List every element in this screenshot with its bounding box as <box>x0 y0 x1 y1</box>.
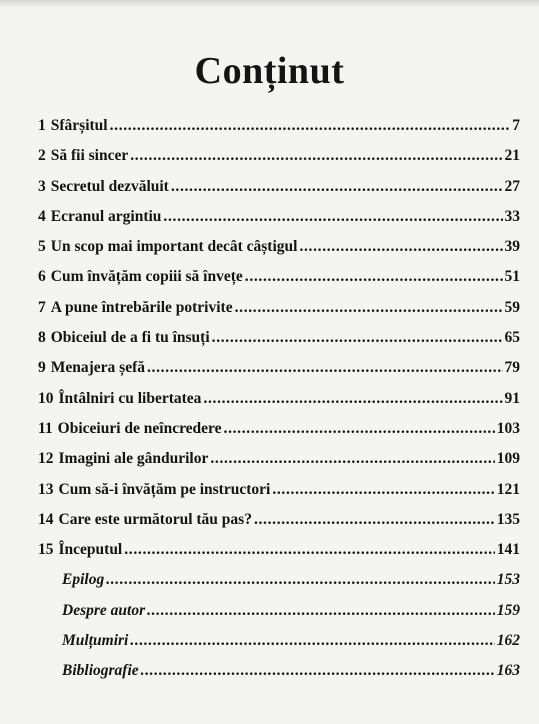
toc-extra-entry <box>38 602 520 632</box>
page-number: 79 <box>504 359 520 377</box>
chapter-title: Care este următorul tău pas? <box>58 510 252 528</box>
toc-entry <box>38 117 520 147</box>
page-number: 153 <box>496 571 520 589</box>
chapter-number: 5 <box>38 238 46 256</box>
chapter-title: Începutul <box>58 541 123 559</box>
chapter-number: 15 <box>38 541 54 559</box>
page-number: 109 <box>496 450 520 468</box>
page-number: 7 <box>512 117 520 134</box>
toc-entry <box>38 329 520 359</box>
section-title: Epilog <box>62 571 105 589</box>
page-number: 141 <box>496 541 520 559</box>
toc-entry <box>38 420 520 450</box>
chapter-title: Imagini ale gândurilor <box>58 450 209 468</box>
page-number: 135 <box>496 510 520 528</box>
dot-leader <box>212 329 503 347</box>
chapter-title: Cum învățăm copiii să învețe <box>50 268 243 286</box>
chapter-title: Menajera șefă <box>50 359 145 377</box>
dot-leader <box>110 117 511 135</box>
page-number: 159 <box>496 601 520 619</box>
toc-entry <box>38 359 520 389</box>
page-number: 91 <box>504 389 520 407</box>
chapter-title: A pune întrebările potrivite <box>50 298 233 316</box>
page-number: 27 <box>504 177 520 195</box>
page-number: 162 <box>496 632 520 650</box>
toc-entry <box>38 268 520 298</box>
chapter-title: Sfârșitul <box>50 117 108 134</box>
chapter-title: Întâlniri cu libertatea <box>58 389 202 407</box>
chapter-title: Ecranul argintiu <box>50 207 162 225</box>
page-number: 39 <box>504 238 520 256</box>
chapter-number: 6 <box>38 268 46 286</box>
section-title: Bibliografie <box>62 662 139 680</box>
toc-entry <box>38 450 520 480</box>
dot-leader <box>203 390 502 408</box>
toc-entry <box>38 299 520 329</box>
chapter-number: 12 <box>38 450 54 468</box>
page-number: 163 <box>496 662 520 680</box>
toc-entry <box>38 481 520 511</box>
toc-extra-entry <box>38 632 520 662</box>
dot-leader <box>245 268 503 286</box>
dot-leader <box>163 208 502 226</box>
page-number: 65 <box>504 329 520 347</box>
chapter-number: 3 <box>38 177 46 195</box>
chapter-number: 14 <box>38 510 54 528</box>
toc-entry <box>38 208 520 238</box>
chapter-title: Obiceiuri de neîncredere <box>57 419 222 437</box>
chapter-number: 9 <box>38 359 46 377</box>
dot-leader <box>147 359 503 377</box>
toc-entry <box>38 147 520 177</box>
dot-leader <box>272 481 494 499</box>
dot-leader <box>299 238 502 256</box>
toc-entry <box>38 178 520 208</box>
chapter-number: 8 <box>38 329 46 347</box>
toc-extra-entry <box>38 571 520 601</box>
chapter-number: 2 <box>38 147 46 165</box>
section-title: Despre autor <box>62 601 146 619</box>
section-title: Mulțumiri <box>62 632 129 650</box>
dot-leader <box>130 147 502 165</box>
chapter-number: 13 <box>38 480 54 498</box>
dot-leader <box>210 450 494 468</box>
dot-leader <box>171 178 503 196</box>
chapter-title: Secretul dezvăluit <box>50 177 169 195</box>
page-number: 51 <box>504 268 520 286</box>
dot-leader <box>147 602 495 620</box>
chapter-number: 10 <box>38 389 54 407</box>
dot-leader <box>224 420 495 438</box>
page-number: 33 <box>504 207 520 225</box>
toc-entry <box>38 511 520 541</box>
chapter-title: Un scop mai important decât câștigul <box>50 238 298 256</box>
dot-leader <box>106 571 495 589</box>
page-number: 103 <box>496 419 520 437</box>
chapter-number: 7 <box>38 298 46 316</box>
chapter-number: 1 <box>38 117 46 134</box>
dot-leader <box>130 632 494 650</box>
chapter-title: Cum să-i învățăm pe instructori <box>58 480 271 498</box>
chapter-number: 4 <box>38 207 46 225</box>
page-number: 59 <box>504 298 520 316</box>
dot-leader <box>254 511 495 529</box>
page-edge <box>0 0 539 8</box>
toc-extra-entry <box>38 662 520 692</box>
toc-entry <box>38 238 520 268</box>
chapter-number: 11 <box>38 419 53 437</box>
dot-leader <box>124 541 495 559</box>
chapter-title: Să fii sincer <box>50 147 129 165</box>
table-of-contents <box>38 117 520 693</box>
page-number: 121 <box>496 480 520 498</box>
dot-leader <box>235 299 503 317</box>
page-title: Conținut <box>194 50 345 93</box>
page-number: 21 <box>504 147 520 165</box>
toc-entry <box>38 390 520 420</box>
chapter-title: Obiceiul de a fi tu însuți <box>50 329 210 347</box>
dot-leader <box>141 662 495 680</box>
toc-entry <box>38 541 520 571</box>
